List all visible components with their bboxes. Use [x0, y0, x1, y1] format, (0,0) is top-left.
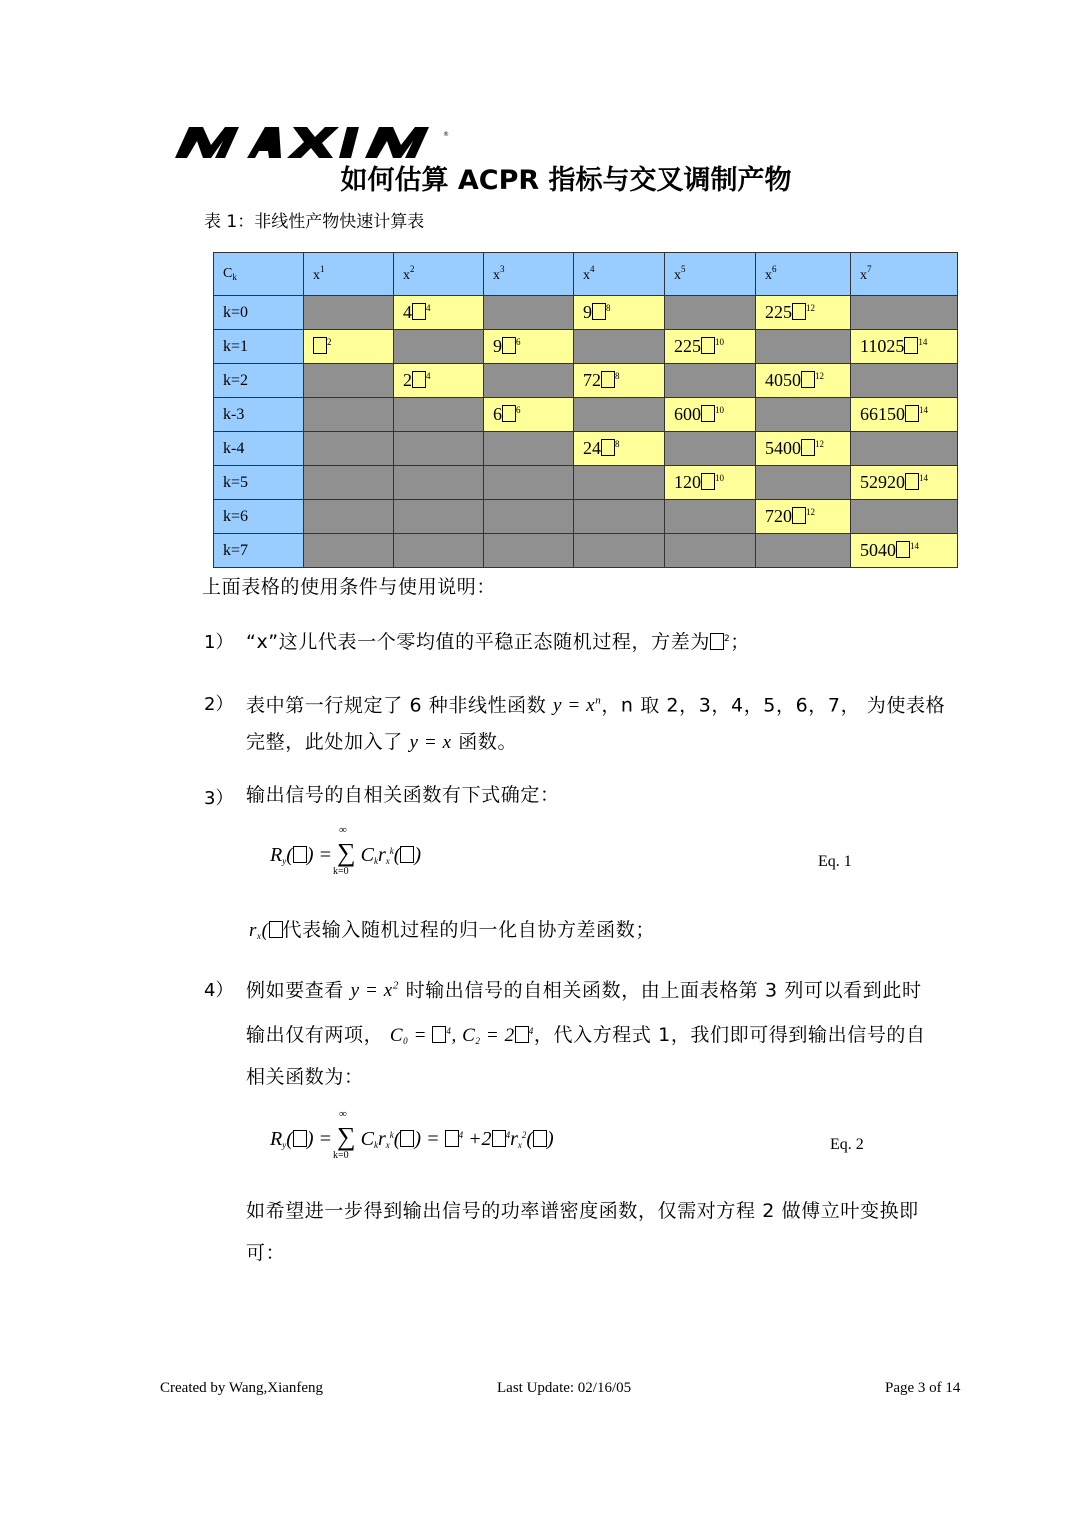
item-1: “x”这儿代表一个零均值的平稳正态随机过程，方差为 $^2$；: [246, 631, 750, 653]
table-row: [214, 500, 958, 534]
table-cell-empty: [756, 466, 851, 500]
table-cell-value: 24 $^8$: [574, 432, 665, 466]
item-number-2: 2）: [204, 694, 234, 715]
table-cell-value: 9 $^8$: [574, 296, 665, 330]
table-cell-empty: [574, 534, 665, 568]
table-cell-empty: [394, 500, 484, 534]
table-cell-empty: [484, 432, 574, 466]
table-row: [214, 364, 958, 398]
table-cell-empty: [484, 364, 574, 398]
table-cell-empty: [394, 534, 484, 568]
table-cell-value: 9 $^6$: [484, 330, 574, 364]
row-label: k=0: [214, 296, 304, 330]
equation-1: $R_y$( ) = ∑ ∞ k=0 $C_kr_x^k$( ): [270, 824, 422, 877]
item-3: 输出信号的自相关函数有下式确定：: [246, 784, 560, 806]
table-row: [214, 466, 958, 500]
header-ck: $C_k$: [214, 253, 304, 296]
header-x5: $x^5$: [665, 253, 756, 296]
intro-text: 上面表格的使用条件与使用说明：: [202, 576, 497, 598]
table-cell-empty: [394, 466, 484, 500]
header-x7: $x^7$: [851, 253, 958, 296]
item-number-1: 1）: [204, 632, 234, 653]
header-x1: $x^1$: [304, 253, 394, 296]
table-cell-empty: [851, 364, 958, 398]
table-cell-value: 720 $^{12}$: [756, 500, 851, 534]
table-cell-empty: [394, 330, 484, 364]
table-cell-value: 225 $^{10}$: [665, 330, 756, 364]
table-cell-empty: [665, 534, 756, 568]
table-cell-empty: [304, 364, 394, 398]
svg-text:®: ®: [443, 131, 449, 138]
table-cell-empty: [756, 398, 851, 432]
item-4-line-2: 输出仅有两项， $C_0 = ^4$, $C_2 = 2$ $^4$，代入方程式 1，我们即可得到输出信号的自: [246, 1024, 926, 1046]
table-cell-value: 66150 $^{14}$: [851, 398, 958, 432]
table-cell-empty: [665, 500, 756, 534]
table-cell-value: 5040 $^{14}$: [851, 534, 958, 568]
header-x6: $x^6$: [756, 253, 851, 296]
formula-y-x: y = x: [409, 732, 452, 753]
table-cell-empty: [665, 364, 756, 398]
table-row: [214, 398, 958, 432]
table-row: [214, 330, 958, 364]
table-cell-empty: [484, 296, 574, 330]
table-cell-empty: [304, 296, 394, 330]
table-cell-empty: [304, 466, 394, 500]
item-3-note: $r_x$( 代表输入随机过程的归一化自协方差函数；: [249, 919, 655, 941]
nonlinear-products-table: [213, 252, 958, 568]
table-caption: 表 1：非线性产物快速计算表: [204, 212, 425, 232]
table-cell-empty: [304, 398, 394, 432]
table-row: [214, 432, 958, 466]
table-cell-value: 4050 $^{12}$: [756, 364, 851, 398]
row-label: k=2: [214, 364, 304, 398]
table-cell-empty: [394, 432, 484, 466]
equation-2: $R_y$( ) = ∑ ∞ k=0 $C_kr_x^k$( ) = $^4$ +2 $^4r_x^2$( ): [270, 1108, 554, 1161]
table-cell-value: 5400 $^{12}$: [756, 432, 851, 466]
table-cell-empty: [484, 534, 574, 568]
table-cell-empty: [484, 466, 574, 500]
table-cell-empty: [574, 398, 665, 432]
eq1-label: Eq. 1: [818, 853, 852, 870]
item-4-line-1: 例如要查看 $y = x^2$ 时输出信号的自相关函数，由上面表格第 3 列可以看到此时: [246, 979, 922, 1002]
table-cell-empty: [851, 500, 958, 534]
row-label: k=7: [214, 534, 304, 568]
item-number-4: 4）: [204, 980, 234, 1001]
row-label: k=5: [214, 466, 304, 500]
item-2-line-1: 表中第一行规定了 6 种非线性函数 $y = x^n$，n 取 2，3，4，5，6，7， 为使表格: [246, 694, 946, 717]
table-cell-empty: [665, 296, 756, 330]
table-cell-empty: [851, 432, 958, 466]
table-cell-value: 120 $^{10}$: [665, 466, 756, 500]
table-cell-empty: [665, 432, 756, 466]
table-header-row: [214, 253, 958, 296]
item-4-line-3: 相关函数为：: [246, 1066, 364, 1088]
table-cell-value: 6 $^6$: [484, 398, 574, 432]
table-cell-empty: [756, 330, 851, 364]
table-cell-empty: [756, 534, 851, 568]
table-cell-empty: [304, 534, 394, 568]
row-label: k=6: [214, 500, 304, 534]
table-row: [214, 296, 958, 330]
table-cell-value: 600 $^{10}$: [665, 398, 756, 432]
table-cell-value: 2: [304, 330, 394, 364]
table-cell-empty: [851, 296, 958, 330]
item-number-3: 3）: [204, 788, 234, 809]
formula-y-xn: $y = x^n$: [553, 695, 602, 717]
table-cell-empty: [304, 432, 394, 466]
closing-line-2: 可：: [246, 1242, 286, 1264]
table-row: [214, 534, 958, 568]
table-cell-value: 4 $^4$: [394, 296, 484, 330]
header-x2: $x^2$: [394, 253, 484, 296]
row-label: k-4: [214, 432, 304, 466]
closing-line-1: 如希望进一步得到输出信号的功率谱密度函数，仅需对方程 2 做傅立叶变换即: [246, 1200, 919, 1222]
table-cell-value: 72 $^8$: [574, 364, 665, 398]
header-x4: $x^4$: [574, 253, 665, 296]
table-cell-empty: [484, 500, 574, 534]
table-cell-empty: [304, 500, 394, 534]
page-title: 如何估算 ACPR 指标与交叉调制产物: [340, 165, 792, 196]
maxim-logo: [175, 127, 450, 159]
table-cell-value: 225 $^{12}$: [756, 296, 851, 330]
row-label: k-3: [214, 398, 304, 432]
table-cell-empty: [574, 330, 665, 364]
row-label: k=1: [214, 330, 304, 364]
table-cell-empty: [394, 398, 484, 432]
item-2-line-2: 完整，此处加入了 y = x 函数。: [246, 731, 518, 753]
footer-created-by: Created by Wang,Xianfeng: [160, 1380, 324, 1396]
eq2-label: Eq. 2: [830, 1136, 864, 1153]
footer-page-number: Page 3 of 14: [885, 1380, 961, 1396]
header-x3: $x^3$: [484, 253, 574, 296]
table-cell-empty: [574, 466, 665, 500]
table-cell-value: 2 $^4$: [394, 364, 484, 398]
table-cell-empty: [574, 500, 665, 534]
table-cell-value: 11025 $^{14}$: [851, 330, 958, 364]
table-cell-value: 52920 $^{14}$: [851, 466, 958, 500]
footer-last-update: Last Update: 02/16/05: [497, 1380, 632, 1396]
